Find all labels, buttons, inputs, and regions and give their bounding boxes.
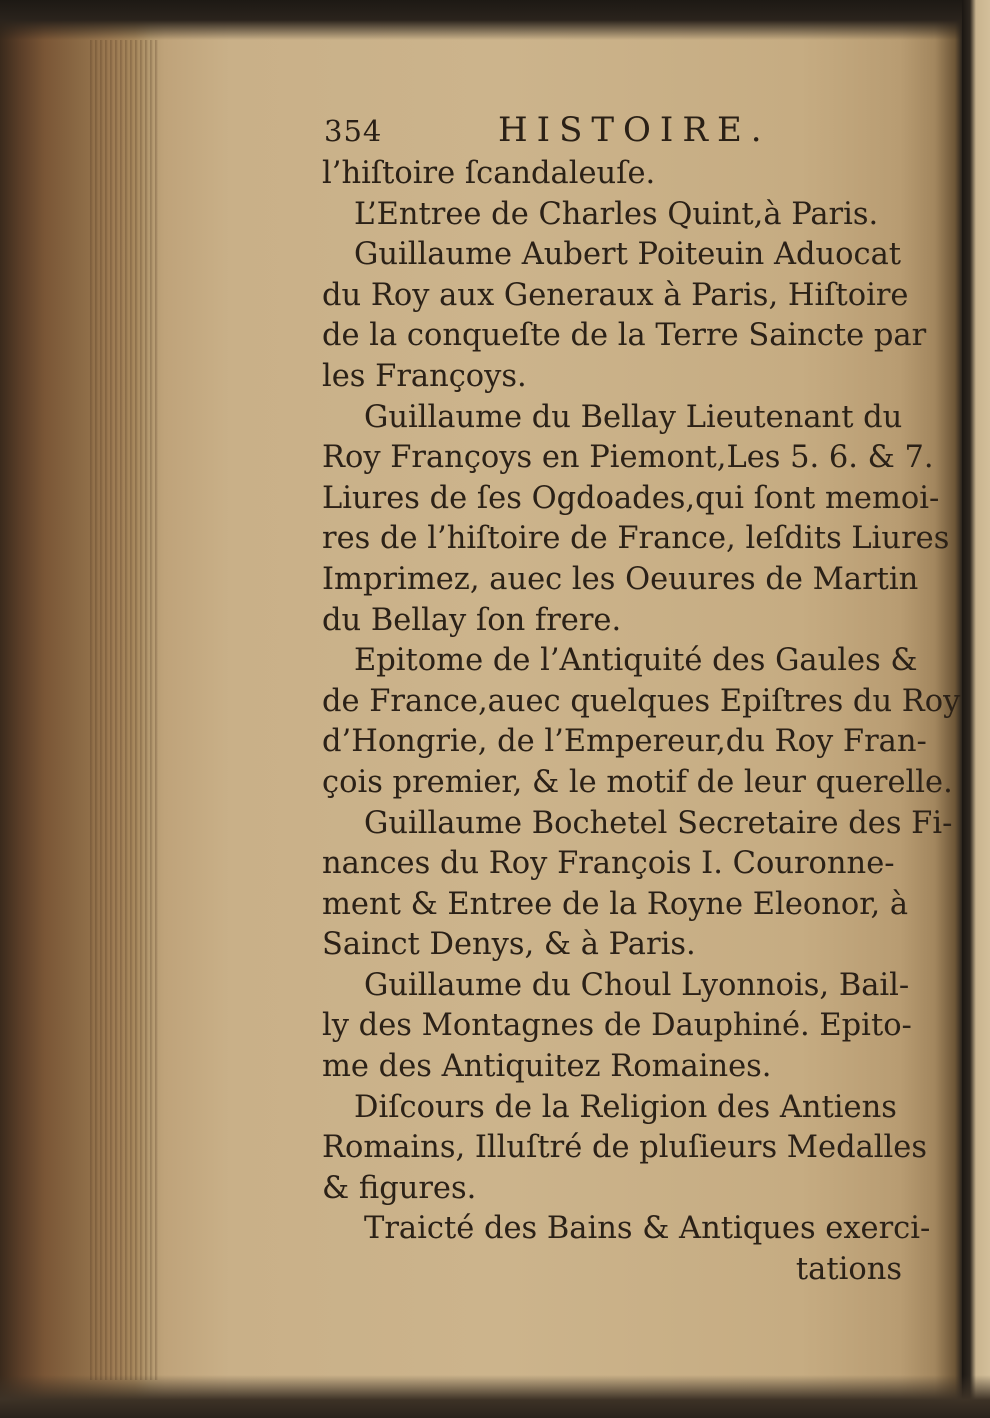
page-header bbox=[324, 110, 914, 158]
book-bottom-shadow bbox=[0, 1375, 990, 1418]
text-line: nances du Roy François I. Couronne- bbox=[322, 846, 895, 882]
text-line: L’Entree de Charles Quint,à Paris. bbox=[354, 196, 879, 232]
text-line: de France,auec quelques Epiſtres du Roy bbox=[322, 683, 961, 719]
book-top-shadow bbox=[0, 0, 990, 40]
text-line: Roy Françoys en Piemont,Les 5. 6. & 7. bbox=[322, 440, 934, 476]
text-line: Epitome de l’Antiquité des Gaules & bbox=[354, 643, 918, 679]
page-text bbox=[322, 154, 961, 1291]
text-line: ly des Montagnes de Dauphiné. Epito- bbox=[322, 1008, 912, 1044]
text-line: çois premier, & le motif de leur querelle. bbox=[322, 764, 953, 800]
text-line: Imprimez, auec les Oeuures de Martin bbox=[322, 561, 919, 597]
text-line: Guillaume Aubert Poiteuin Aduocat bbox=[354, 237, 902, 273]
text-line: Diſcours de la Religion des Antiens bbox=[354, 1089, 897, 1125]
running-head: HISTOIRE. bbox=[498, 110, 771, 150]
text-line: me des Antiquitez Romaines. bbox=[322, 1049, 772, 1085]
page-number: 354 bbox=[324, 114, 383, 148]
text-line: Guillaume du Bellay Lieutenant du bbox=[364, 399, 903, 435]
facing-page-edge bbox=[962, 0, 990, 1418]
text-line: & figures. bbox=[322, 1170, 477, 1206]
text-line: Sainct Denys, & à Paris. bbox=[322, 927, 696, 963]
text-line: Romains, Illuſtré de pluſieurs Medalles bbox=[322, 1130, 927, 1166]
text-line: res de l’hiſtoire de France, leſdits Liures bbox=[322, 521, 950, 557]
text-line: les Françoys. bbox=[322, 358, 527, 394]
text-line: d’Hongrie, de l’Empereur,du Roy Fran- bbox=[322, 724, 927, 760]
page-edges bbox=[90, 40, 160, 1380]
text-line: Traicté des Bains & Antiques exerci- bbox=[364, 1211, 931, 1247]
text-line: du Roy aux Generaux à Paris, Hiſtoire bbox=[322, 277, 909, 313]
text-line: de la conqueſte de la Terre Saincte par bbox=[322, 318, 927, 354]
text-line: du Bellay ſon frere. bbox=[322, 602, 622, 638]
text-line: Guillaume du Choul Lyonnois, Bail- bbox=[364, 967, 910, 1003]
text-line: l’hiſtoire ſcandaleuſe. bbox=[322, 156, 656, 191]
catchword: tations bbox=[795, 1252, 902, 1288]
text-line: Guillaume Bochetel Secretaire des Fi- bbox=[364, 805, 953, 841]
text-line: ment & Entree de la Royne Eleonor, à bbox=[322, 886, 909, 922]
text-line: Liures de ſes Ogdoades,qui ſont memoi- bbox=[322, 480, 940, 516]
